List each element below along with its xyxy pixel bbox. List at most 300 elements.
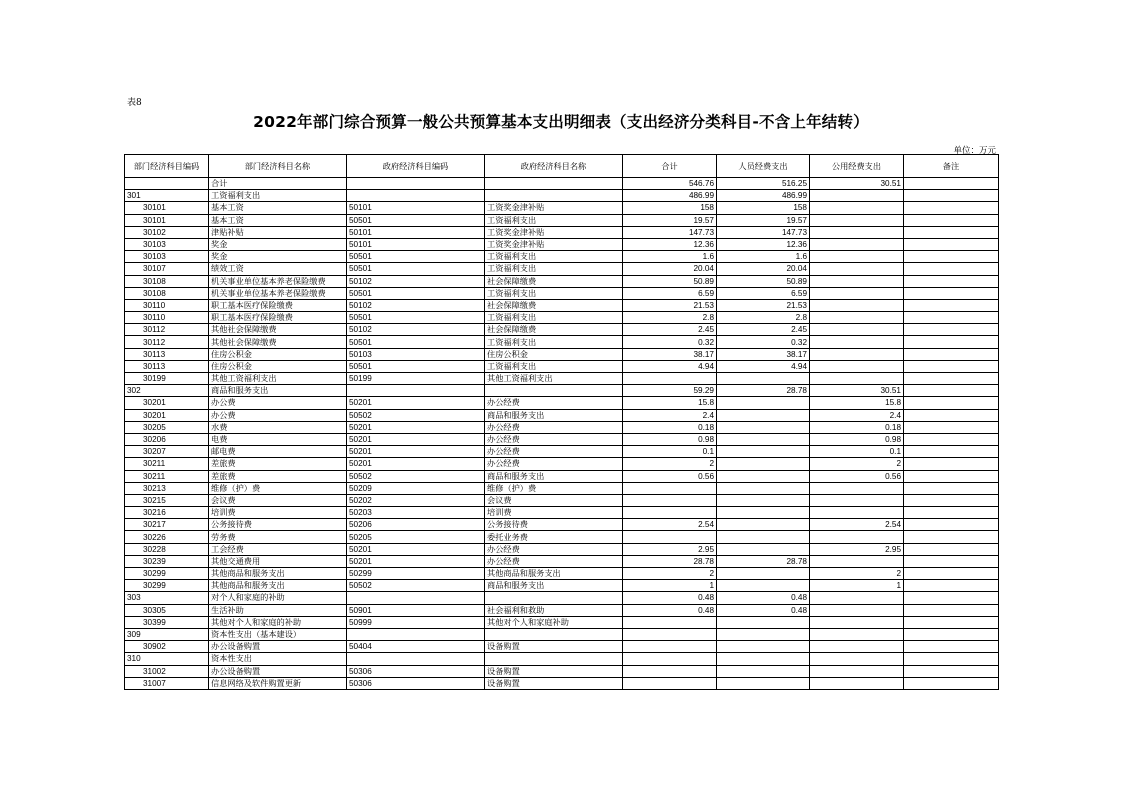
cell-note (904, 385, 999, 397)
cell-public (810, 604, 904, 616)
cell-gov-name: 其他对个人和家庭补助 (485, 616, 623, 628)
cell-dept-name: 其他对个人和家庭的补助 (209, 616, 347, 628)
table-row (125, 446, 999, 458)
cell-personnel (717, 665, 810, 677)
cell-dept-name: 住房公积金 (209, 348, 347, 360)
cell-note (904, 238, 999, 250)
cell-personnel (717, 494, 810, 506)
cell-note (904, 251, 999, 263)
table-row (125, 470, 999, 482)
cell-dept-code: 30299 (125, 580, 209, 592)
cell-personnel: 0.48 (717, 592, 810, 604)
cell-public (810, 324, 904, 336)
cell-dept-code: 30110 (125, 299, 209, 311)
cell-gov-name: 办公经费 (485, 433, 623, 445)
cell-personnel (717, 580, 810, 592)
cell-gov-code: 50102 (347, 324, 485, 336)
cell-gov-code: 50501 (347, 312, 485, 324)
cell-gov-code: 50199 (347, 373, 485, 385)
cell-gov-name: 商品和服务支出 (485, 470, 623, 482)
cell-public (810, 287, 904, 299)
cell-total: 546.76 (623, 178, 717, 190)
col-header-total: 合计 (623, 155, 717, 178)
cell-public (810, 507, 904, 519)
cell-gov-code: 50206 (347, 519, 485, 531)
cell-personnel: 0.32 (717, 336, 810, 348)
cell-dept-code: 30108 (125, 287, 209, 299)
cell-dept-code: 302 (125, 385, 209, 397)
cell-public (810, 641, 904, 653)
cell-public (810, 653, 904, 665)
cell-public (810, 275, 904, 287)
cell-dept-name: 住房公积金 (209, 360, 347, 372)
table-row (125, 665, 999, 677)
cell-personnel (717, 628, 810, 640)
cell-personnel (717, 470, 810, 482)
cell-dept-code: 30206 (125, 433, 209, 445)
cell-note (904, 519, 999, 531)
col-header-dept-name: 部门经济科目名称 (209, 155, 347, 178)
cell-dept-code: 30201 (125, 409, 209, 421)
table-row (125, 568, 999, 580)
cell-note (904, 531, 999, 543)
cell-public: 15.8 (810, 397, 904, 409)
cell-dept-name: 职工基本医疗保险缴费 (209, 299, 347, 311)
cell-gov-name: 社会保障缴费 (485, 275, 623, 287)
cell-gov-name: 培训费 (485, 507, 623, 519)
table-row (125, 616, 999, 628)
cell-total (623, 665, 717, 677)
cell-total: 15.8 (623, 397, 717, 409)
cell-gov-name: 工资福利支出 (485, 336, 623, 348)
cell-gov-name: 办公经费 (485, 458, 623, 470)
cell-dept-name: 合计 (209, 178, 347, 190)
cell-personnel (717, 458, 810, 470)
cell-note (904, 641, 999, 653)
table-row (125, 482, 999, 494)
cell-note (904, 263, 999, 275)
table-row (125, 348, 999, 360)
cell-total (623, 507, 717, 519)
cell-personnel: 28.78 (717, 385, 810, 397)
col-header-gov-code: 政府经济科目编码 (347, 155, 485, 178)
cell-public (810, 628, 904, 640)
cell-note (904, 494, 999, 506)
cell-public (810, 348, 904, 360)
document-title: 2022年部门综合预算一般公共预算基本支出明细表（支出经济分类科目-不含上年结转） (253, 113, 869, 131)
cell-dept-code: 30112 (125, 336, 209, 348)
cell-note (904, 275, 999, 287)
cell-public (810, 360, 904, 372)
cell-public: 2.95 (810, 543, 904, 555)
table-row (125, 409, 999, 421)
cell-public: 30.51 (810, 385, 904, 397)
cell-dept-code: 30207 (125, 446, 209, 458)
cell-gov-name: 设备购置 (485, 665, 623, 677)
cell-note (904, 580, 999, 592)
cell-personnel: 147.73 (717, 226, 810, 238)
cell-public (810, 665, 904, 677)
cell-personnel: 2.8 (717, 312, 810, 324)
cell-gov-name: 社会福利和救助 (485, 604, 623, 616)
table-row (125, 251, 999, 263)
cell-dept-name: 绩效工资 (209, 263, 347, 275)
cell-public (810, 616, 904, 628)
cell-public: 0.1 (810, 446, 904, 458)
cell-dept-name: 其他社会保障缴费 (209, 324, 347, 336)
table-row (125, 226, 999, 238)
cell-dept-name: 职工基本医疗保险缴费 (209, 312, 347, 324)
table-row (125, 592, 999, 604)
cell-gov-name: 设备购置 (485, 641, 623, 653)
cell-total: 19.57 (623, 214, 717, 226)
budget-table (124, 154, 999, 690)
cell-total (623, 531, 717, 543)
cell-dept-name: 其他交通费用 (209, 555, 347, 567)
cell-total: 50.89 (623, 275, 717, 287)
cell-personnel (717, 568, 810, 580)
cell-dept-name: 维修（护）费 (209, 482, 347, 494)
cell-gov-name (485, 385, 623, 397)
cell-gov-name: 工资福利支出 (485, 287, 623, 299)
cell-personnel (717, 677, 810, 689)
table-row (125, 287, 999, 299)
cell-dept-code: 30101 (125, 214, 209, 226)
cell-total (623, 653, 717, 665)
cell-personnel (717, 397, 810, 409)
cell-note (904, 470, 999, 482)
cell-gov-name (485, 592, 623, 604)
table-row (125, 336, 999, 348)
cell-dept-code: 30213 (125, 482, 209, 494)
cell-gov-code (347, 628, 485, 640)
cell-dept-code: 30201 (125, 397, 209, 409)
cell-total: 2.95 (623, 543, 717, 555)
cell-gov-code: 50306 (347, 677, 485, 689)
cell-dept-code: 30305 (125, 604, 209, 616)
cell-dept-name: 差旅费 (209, 458, 347, 470)
cell-dept-name: 其他商品和服务支出 (209, 568, 347, 580)
cell-personnel (717, 446, 810, 458)
cell-total: 0.48 (623, 592, 717, 604)
cell-gov-name (485, 653, 623, 665)
cell-dept-code: 31007 (125, 677, 209, 689)
cell-public (810, 251, 904, 263)
cell-personnel: 21.53 (717, 299, 810, 311)
cell-gov-name: 办公经费 (485, 543, 623, 555)
cell-public: 2.4 (810, 409, 904, 421)
table-row (125, 628, 999, 640)
cell-gov-code: 50101 (347, 226, 485, 238)
cell-gov-name (485, 190, 623, 202)
cell-dept-name: 办公设备购置 (209, 641, 347, 653)
cell-public (810, 373, 904, 385)
cell-gov-name: 委托业务费 (485, 531, 623, 543)
cell-gov-name: 办公经费 (485, 446, 623, 458)
cell-total (623, 677, 717, 689)
cell-public (810, 677, 904, 689)
cell-dept-name: 公务接待费 (209, 519, 347, 531)
cell-note (904, 446, 999, 458)
cell-personnel (717, 519, 810, 531)
cell-personnel: 1.6 (717, 251, 810, 263)
cell-public (810, 190, 904, 202)
cell-personnel: 20.04 (717, 263, 810, 275)
cell-personnel: 2.45 (717, 324, 810, 336)
cell-total: 20.04 (623, 263, 717, 275)
cell-dept-code: 30113 (125, 348, 209, 360)
cell-total: 2 (623, 458, 717, 470)
cell-gov-name: 工资奖金津补贴 (485, 226, 623, 238)
col-header-gov-name: 政府经济科目名称 (485, 155, 623, 178)
cell-gov-name: 办公经费 (485, 421, 623, 433)
cell-dept-name: 基本工资 (209, 214, 347, 226)
cell-dept-name: 会议费 (209, 494, 347, 506)
cell-note (904, 409, 999, 421)
cell-gov-code: 50501 (347, 360, 485, 372)
cell-dept-name: 奖金 (209, 238, 347, 250)
table-row (125, 373, 999, 385)
cell-gov-code (347, 653, 485, 665)
cell-public (810, 555, 904, 567)
cell-public: 2.54 (810, 519, 904, 531)
cell-personnel (717, 543, 810, 555)
table-row (125, 202, 999, 214)
cell-dept-name: 对个人和家庭的补助 (209, 592, 347, 604)
cell-dept-code: 301 (125, 190, 209, 202)
table-row (125, 263, 999, 275)
cell-dept-code: 30211 (125, 458, 209, 470)
cell-total: 2.4 (623, 409, 717, 421)
cell-gov-name: 社会保障缴费 (485, 299, 623, 311)
cell-public (810, 482, 904, 494)
cell-total (623, 616, 717, 628)
cell-gov-code: 50501 (347, 251, 485, 263)
cell-dept-code: 30205 (125, 421, 209, 433)
table-row (125, 677, 999, 689)
cell-note (904, 653, 999, 665)
cell-note (904, 348, 999, 360)
cell-total (623, 482, 717, 494)
cell-public: 2 (810, 568, 904, 580)
cell-gov-code (347, 385, 485, 397)
cell-gov-code: 50103 (347, 348, 485, 360)
cell-gov-code: 50201 (347, 458, 485, 470)
cell-gov-code: 50202 (347, 494, 485, 506)
cell-gov-code: 50404 (347, 641, 485, 653)
cell-dept-name: 资本性支出（基本建设） (209, 628, 347, 640)
table-row (125, 507, 999, 519)
cell-dept-name: 劳务费 (209, 531, 347, 543)
cell-gov-name: 其他商品和服务支出 (485, 568, 623, 580)
cell-note (904, 568, 999, 580)
cell-note (904, 373, 999, 385)
cell-gov-name (485, 178, 623, 190)
cell-public (810, 494, 904, 506)
cell-gov-name: 工资奖金津补贴 (485, 202, 623, 214)
table-row (125, 555, 999, 567)
cell-note (904, 555, 999, 567)
cell-gov-name: 工资福利支出 (485, 214, 623, 226)
cell-gov-name: 工资福利支出 (485, 312, 623, 324)
table-row (125, 421, 999, 433)
cell-gov-code: 50502 (347, 580, 485, 592)
cell-total: 158 (623, 202, 717, 214)
cell-note (904, 336, 999, 348)
cell-gov-code: 50306 (347, 665, 485, 677)
cell-gov-code: 50201 (347, 543, 485, 555)
cell-public: 1 (810, 580, 904, 592)
cell-total: 1 (623, 580, 717, 592)
cell-public (810, 226, 904, 238)
col-header-personnel: 人员经费支出 (717, 155, 810, 178)
cell-dept-name: 办公费 (209, 409, 347, 421)
cell-dept-code: 30228 (125, 543, 209, 555)
table-row (125, 324, 999, 336)
cell-dept-name: 电费 (209, 433, 347, 445)
cell-total: 486.99 (623, 190, 717, 202)
cell-personnel (717, 482, 810, 494)
cell-dept-code: 30108 (125, 275, 209, 287)
cell-total: 28.78 (623, 555, 717, 567)
cell-dept-code: 30211 (125, 470, 209, 482)
table-number-label: 表8 (127, 98, 142, 108)
cell-personnel (717, 421, 810, 433)
cell-dept-code: 310 (125, 653, 209, 665)
cell-gov-code: 50201 (347, 555, 485, 567)
cell-total: 2 (623, 568, 717, 580)
cell-note (904, 202, 999, 214)
cell-dept-code: 30112 (125, 324, 209, 336)
cell-personnel: 19.57 (717, 214, 810, 226)
cell-total: 0.1 (623, 446, 717, 458)
cell-note (904, 616, 999, 628)
cell-gov-code: 50209 (347, 482, 485, 494)
table-row (125, 641, 999, 653)
cell-public: 30.51 (810, 178, 904, 190)
cell-gov-code: 50201 (347, 433, 485, 445)
cell-dept-code: 30110 (125, 312, 209, 324)
table-row (125, 604, 999, 616)
cell-note (904, 178, 999, 190)
cell-dept-name: 津贴补贴 (209, 226, 347, 238)
cell-gov-code (347, 190, 485, 202)
cell-gov-name: 商品和服务支出 (485, 409, 623, 421)
cell-dept-code: 30199 (125, 373, 209, 385)
cell-public (810, 531, 904, 543)
cell-gov-name (485, 628, 623, 640)
table-row (125, 494, 999, 506)
cell-dept-name: 培训费 (209, 507, 347, 519)
cell-dept-name: 资本性支出 (209, 653, 347, 665)
table-row (125, 312, 999, 324)
cell-total: 59.29 (623, 385, 717, 397)
cell-dept-code: 30216 (125, 507, 209, 519)
cell-note (904, 312, 999, 324)
cell-note (904, 360, 999, 372)
cell-dept-name: 邮电费 (209, 446, 347, 458)
cell-personnel (717, 507, 810, 519)
cell-gov-code: 50203 (347, 507, 485, 519)
cell-dept-name: 工会经费 (209, 543, 347, 555)
cell-public (810, 336, 904, 348)
cell-total: 21.53 (623, 299, 717, 311)
table-row (125, 214, 999, 226)
cell-dept-code: 30299 (125, 568, 209, 580)
table-row (125, 531, 999, 543)
cell-dept-name: 办公设备购置 (209, 665, 347, 677)
cell-note (904, 324, 999, 336)
cell-total: 38.17 (623, 348, 717, 360)
col-header-dept-code: 部门经济科目编码 (125, 155, 209, 178)
table-row (125, 458, 999, 470)
table-row (125, 519, 999, 531)
cell-dept-name: 机关事业单位基本养老保险缴费 (209, 287, 347, 299)
cell-gov-code: 50501 (347, 336, 485, 348)
cell-gov-code: 50502 (347, 470, 485, 482)
table-body (125, 178, 999, 690)
cell-dept-code: 30239 (125, 555, 209, 567)
cell-gov-code: 50101 (347, 238, 485, 250)
cell-public: 0.56 (810, 470, 904, 482)
cell-public (810, 312, 904, 324)
cell-gov-name: 工资奖金津补贴 (485, 238, 623, 250)
cell-note (904, 299, 999, 311)
cell-personnel: 28.78 (717, 555, 810, 567)
cell-dept-name: 其他工资福利支出 (209, 373, 347, 385)
cell-gov-code: 50502 (347, 409, 485, 421)
cell-personnel: 516.25 (717, 178, 810, 190)
cell-dept-name: 工资福利支出 (209, 190, 347, 202)
cell-gov-code: 50201 (347, 397, 485, 409)
cell-public: 2 (810, 458, 904, 470)
cell-personnel (717, 653, 810, 665)
cell-dept-code: 30902 (125, 641, 209, 653)
cell-public: 0.18 (810, 421, 904, 433)
cell-dept-name: 奖金 (209, 251, 347, 263)
cell-note (904, 592, 999, 604)
cell-personnel (717, 616, 810, 628)
table-row (125, 360, 999, 372)
cell-dept-name: 办公费 (209, 397, 347, 409)
cell-personnel (717, 373, 810, 385)
cell-dept-code (125, 178, 209, 190)
cell-public (810, 238, 904, 250)
cell-total: 4.94 (623, 360, 717, 372)
cell-note (904, 604, 999, 616)
cell-gov-name: 社会保障缴费 (485, 324, 623, 336)
cell-gov-name: 工资福利支出 (485, 263, 623, 275)
unit-label: 单位：万元 (953, 146, 996, 156)
cell-gov-name: 办公经费 (485, 397, 623, 409)
cell-public: 0.98 (810, 433, 904, 445)
cell-personnel: 486.99 (717, 190, 810, 202)
cell-dept-code: 30215 (125, 494, 209, 506)
cell-gov-name: 公务接待费 (485, 519, 623, 531)
cell-total: 0.48 (623, 604, 717, 616)
cell-gov-name: 维修（护）费 (485, 482, 623, 494)
cell-note (904, 507, 999, 519)
col-header-note: 备注 (904, 155, 999, 178)
cell-note (904, 226, 999, 238)
cell-dept-name: 商品和服务支出 (209, 385, 347, 397)
cell-total (623, 641, 717, 653)
cell-dept-code: 30103 (125, 251, 209, 263)
cell-gov-name: 工资福利支出 (485, 360, 623, 372)
cell-gov-code: 50501 (347, 214, 485, 226)
cell-gov-code: 50901 (347, 604, 485, 616)
cell-note (904, 482, 999, 494)
